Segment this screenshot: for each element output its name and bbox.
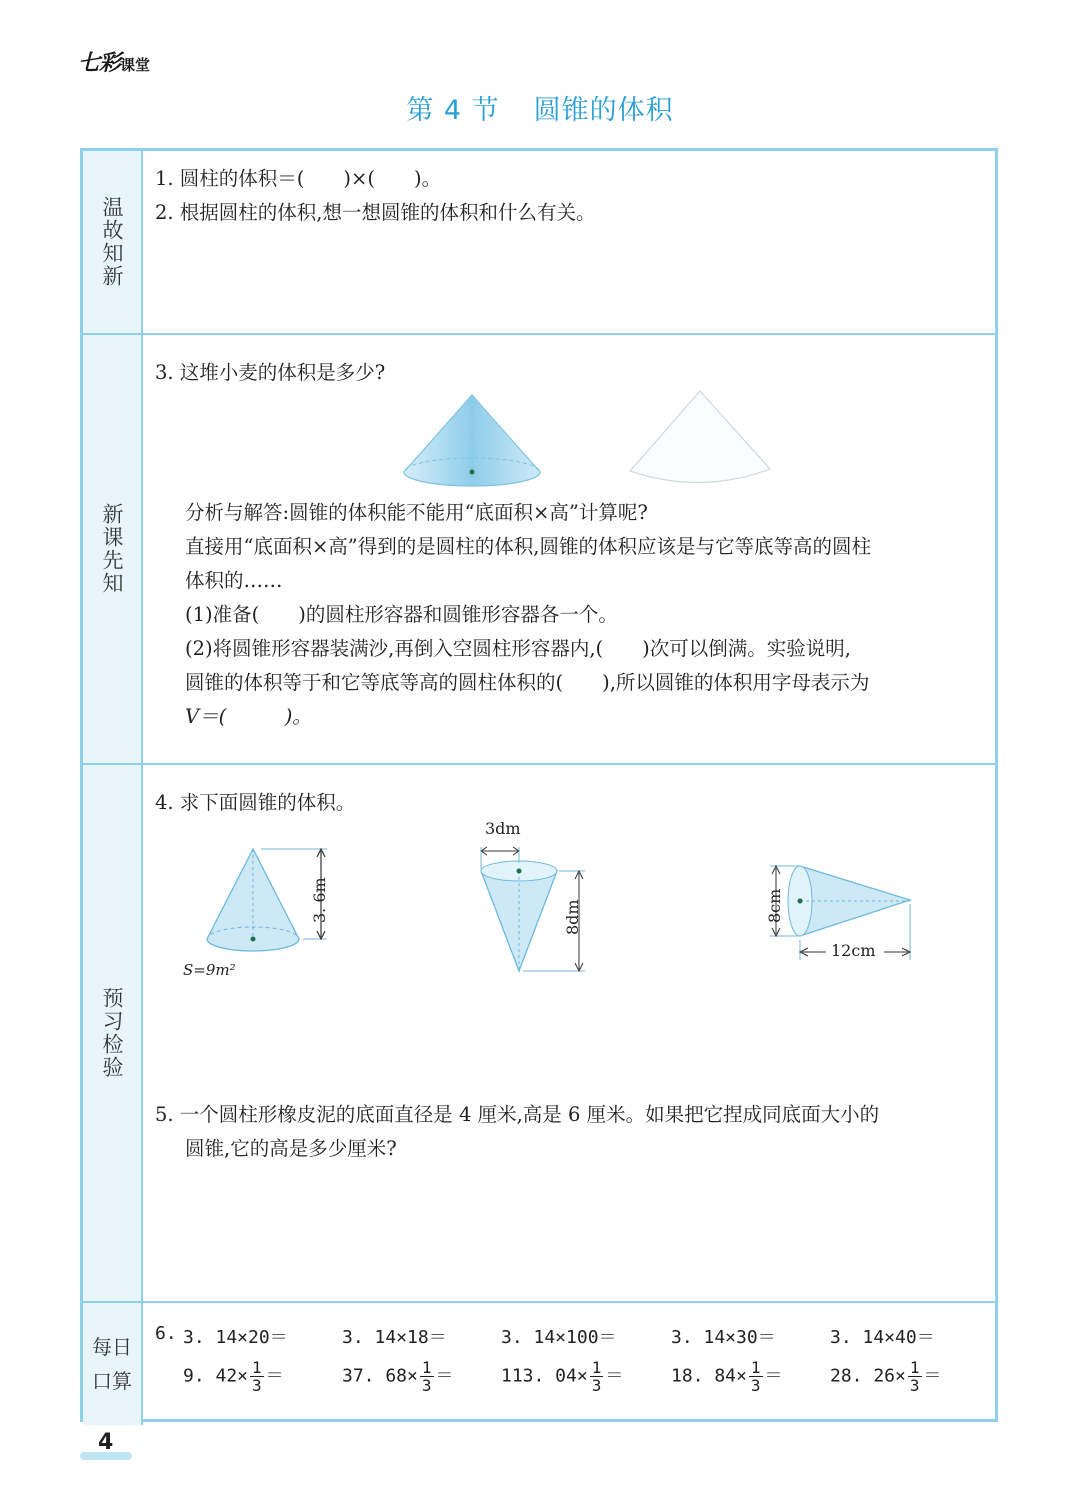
brand-logo: 七彩课堂 — [78, 51, 151, 76]
calc-item-frac: 37. 68× $\frac{1}{3}$ ＝ — [342, 1358, 454, 1395]
page-title — [0, 88, 1080, 127]
section-topic: 圆锥的体积 — [533, 95, 674, 126]
question-4: 4. 求下面圆锥的体积。 — [155, 791, 356, 814]
calc-item-frac: 18. 84× $\frac{1}{3}$ ＝ — [671, 1358, 783, 1395]
analysis-line-4: (1)准备( )的圆柱形容器和圆锥形容器各一个。 — [185, 603, 618, 626]
daily-calc-section — [83, 1303, 995, 1425]
question-5-line-1: 5. 一个圆柱形橡皮泥的底面直径是 4 厘米,高是 6 厘米。如果把它捏成同底面大小的 — [155, 1103, 880, 1126]
section-label: 温故知新 — [83, 151, 143, 333]
fig3-diameter-label: 8cm — [765, 888, 784, 923]
calc-item-frac: 28. 26× $\frac{1}{3}$ ＝ — [830, 1358, 942, 1395]
wheat-pile-figure — [625, 385, 775, 490]
analysis-line-2: 直接用“底面积×高”得到的是圆柱的体积,圆锥的体积应该是与它等底等高的圆柱 — [185, 535, 871, 558]
calc-item-frac: 9. 42× $\frac{1}{3}$ ＝ — [183, 1358, 284, 1395]
section-label: 每日 口算 — [83, 1303, 143, 1425]
check-section — [83, 765, 995, 1303]
section-label: 新课先知 — [83, 335, 143, 763]
section-number: 第 4 节 — [406, 95, 500, 126]
analysis-line-1: 分析与解答:圆锥的体积能不能用“底面积×高”计算呢? — [185, 501, 648, 524]
calc-item-frac: 113. 04× $\frac{1}{3}$ ＝ — [501, 1358, 624, 1395]
calc-item: 3. 14×100＝ — [501, 1327, 617, 1348]
question-5-line-2: 圆锥,它的高是多少厘米? — [185, 1137, 397, 1160]
question-3: 3. 这堆小麦的体积是多少? — [155, 361, 386, 384]
analysis-line-6: 圆锥的体积等于和它等底等高的圆柱体积的( ),所以圆锥的体积用字母表示为 — [185, 671, 870, 694]
calc-item: 3. 14×40＝ — [830, 1327, 935, 1348]
fig2-height-label: 8dm — [563, 899, 582, 935]
fig2-diameter-label: 3dm — [485, 819, 521, 838]
fig3-length-label: 12cm — [831, 941, 876, 960]
section-label: 预习检验 — [83, 765, 143, 1301]
cone-figure — [400, 390, 545, 490]
question-2: 2. 根据圆柱的体积,想一想圆锥的体积和什么有关。 — [155, 201, 596, 224]
analysis-line-7: V＝( )。 — [185, 705, 312, 728]
calc-item: 3. 14×30＝ — [671, 1327, 776, 1348]
worksheet-frame — [80, 148, 998, 1422]
question-1: 1. 圆柱的体积＝( )×( )。 — [155, 167, 442, 190]
review-section — [83, 151, 995, 335]
page-number: 4 — [98, 1430, 114, 1455]
calc-item: 3. 14×18＝ — [342, 1327, 447, 1348]
fig1-base-label: S=9m² — [183, 961, 236, 979]
question-6-label: 6. — [155, 1323, 177, 1344]
fig1-height-label: 3. 6m — [310, 877, 329, 923]
calc-item: 3. 14×20＝ — [183, 1327, 288, 1348]
preview-section — [83, 335, 995, 765]
analysis-line-3: 体积的…… — [185, 569, 283, 592]
analysis-line-5: (2)将圆锥形容器装满沙,再倒入空圆柱形容器内,( )次可以倒满。实验说明, — [185, 637, 851, 660]
